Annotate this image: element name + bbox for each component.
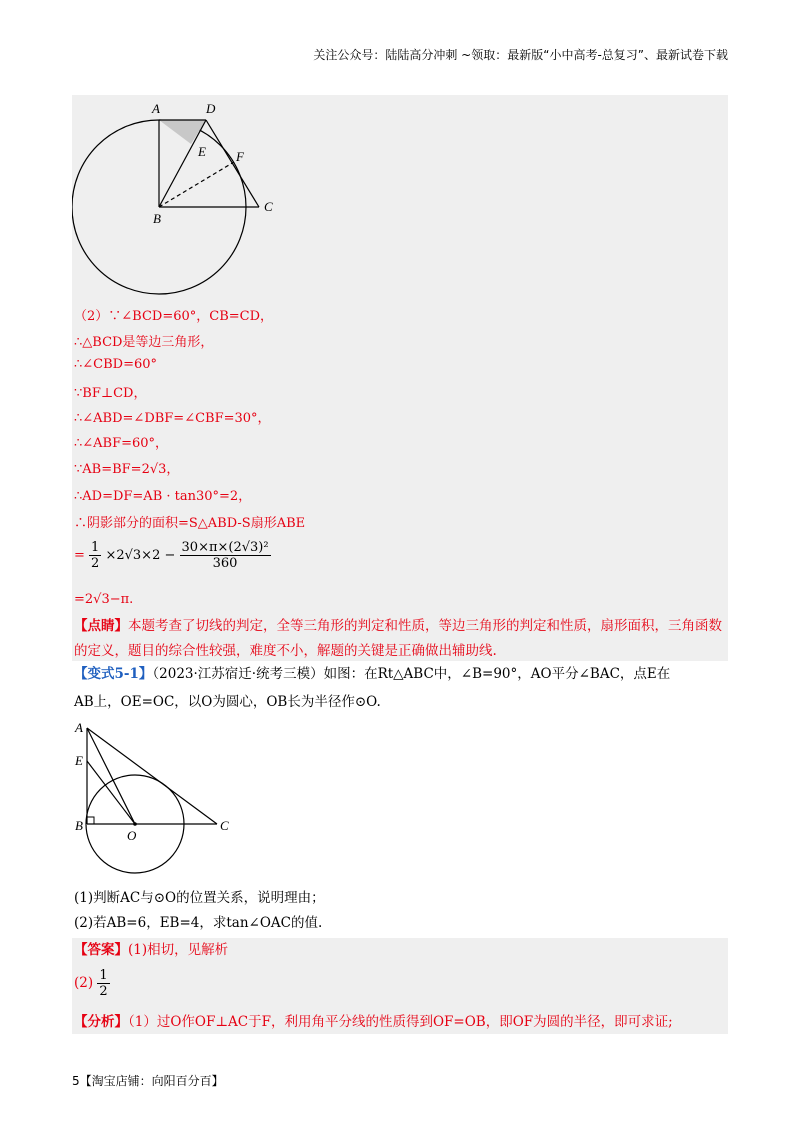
variant-line-1: （2023·江苏宿迁·统考三模）如图：在Rt△ABC中，∠B=90°，AO平分∠BAC，点E在: [152, 666, 671, 682]
solution-line-4: ∵BF⊥CD，: [74, 386, 147, 401]
figure-circle-tangent: [72, 95, 292, 300]
analysis-block: [74, 1010, 724, 1035]
label-O2: O: [127, 828, 137, 843]
label-F: F: [236, 149, 244, 164]
frac1-den: 2: [91, 556, 100, 571]
label-A: A: [152, 101, 160, 116]
frac2-num: 30×π×(2√3)²: [181, 540, 269, 555]
page-header: 关注公众号：陆陆高分冲刺 ~领取：最新版“小中高考-总复习”、最新试卷下载: [313, 48, 728, 62]
solution-line-5: ∴∠ABD=∠DBF=∠CBF=30°，: [74, 411, 271, 426]
label-A2: A: [75, 720, 83, 735]
variant-tag: 【变式5-1】: [74, 666, 153, 682]
label-B: B: [153, 211, 161, 226]
analysis-tag: 【分析】: [74, 1014, 128, 1030]
solution-line-11: [74, 592, 133, 607]
answer-tag: 【答案】: [74, 942, 128, 958]
label-E: E: [198, 144, 206, 159]
label-C: C: [264, 199, 273, 214]
answer-1: (1)相切，见解析: [128, 942, 229, 958]
analysis-text: （1）过O作OF⊥AC于F，利用角平分线的性质得到OF=OB，即OF为圆的半径，即可求证;: [128, 1014, 673, 1030]
comment-tag: 【点睛】: [74, 618, 128, 634]
solution-line-10: [74, 540, 271, 571]
label-D: D: [206, 101, 216, 116]
fraction-half: [89, 540, 101, 571]
eq-middle: ×2√3×2 −: [105, 548, 176, 563]
solution-line-1: （2）∵∠BCD=60°，CB=CD，: [74, 309, 274, 324]
answer-2-prefix: (2): [74, 975, 94, 991]
answer-num: 1: [99, 968, 108, 983]
variant-block: [74, 662, 724, 715]
answer-line-2: [74, 968, 110, 999]
label-B2: B: [75, 818, 83, 833]
eq-prefix: =: [74, 548, 85, 563]
frac1-num: 1: [91, 540, 100, 555]
solution-line-7: ∵AB=BF=2√3，: [74, 462, 180, 477]
comment-block: [74, 614, 724, 664]
fraction-sector: [180, 540, 271, 571]
answer-den: 2: [99, 984, 108, 999]
question-1: (1)判断AC与⊙O的位置关系，说明理由；: [74, 890, 325, 906]
answer-fraction: [97, 968, 109, 999]
label-E2: E: [75, 753, 83, 768]
question-2: (2)若AB=6，EB=4，求tan∠OAC的值.: [74, 915, 323, 931]
result-text: =2√3−π.: [74, 592, 134, 607]
comment-text: 本题考查了切线的判定，全等三角形的判定和性质，等边三角形的判定和性质，扇形面积，三角函数的定义，题目的综合性较强，难度不小，解题的关键是正确做出辅助线.: [74, 618, 722, 659]
solution-line-9: ∴阴影部分的面积=S△ABD-S扇形ABE: [74, 516, 306, 531]
label-C2: C: [220, 818, 229, 833]
page-footer: 5【淘宝店铺：向阳百分百】: [72, 1074, 224, 1088]
figure-right-triangle: [72, 714, 242, 879]
solution-line-8: ∴AD=DF=AB · tan30°=2，: [74, 489, 252, 504]
answer-line-1: [74, 938, 724, 963]
frac2-den: 360: [212, 556, 238, 571]
variant-line-2: AB上，OE=OC，以O为圆心，OB长为半径作⊙O.: [74, 694, 381, 710]
solution-line-6: ∴∠ABF=60°，: [74, 436, 169, 451]
solution-line-2: ∴△BCD是等边三角形，: [74, 335, 214, 350]
solution-line-3: ∴∠CBD=60°: [74, 357, 158, 372]
questions-block: [74, 886, 724, 936]
